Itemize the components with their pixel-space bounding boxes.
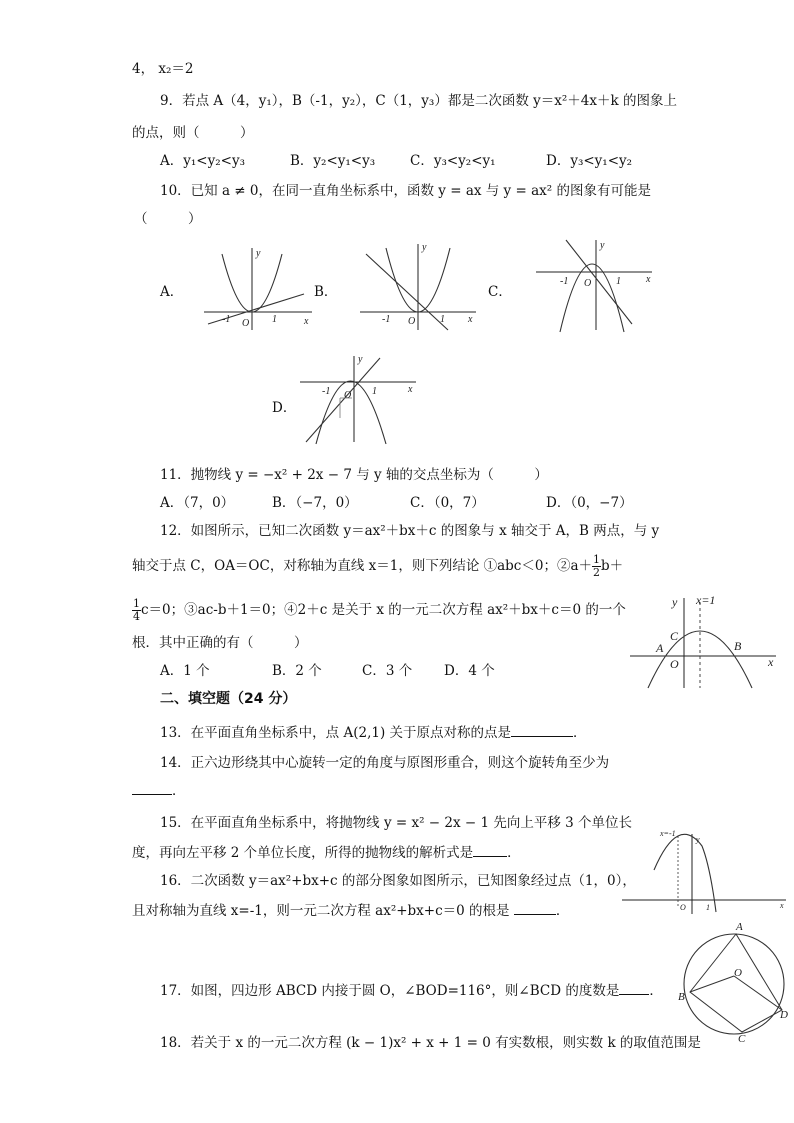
x-axis-label: x	[468, 314, 473, 325]
fraction-quarter: $\frac{1}{4}$	[133, 597, 140, 623]
x-axis-label: x	[408, 384, 413, 395]
y-axis-label: y	[358, 354, 363, 365]
q12-stem: 12．如图所示，已知二次函数 y＝ax²＋bx＋c 的图象与 x 轴交于 A，B 两点，与 y	[160, 523, 660, 539]
q12-stem-line2	[132, 554, 623, 579]
q18-stem: 18．若关于 x 的一元二次方程 (k − 1)x² + x + 1 = 0 有实数根，则实数 k 的取值范围是	[160, 1035, 701, 1051]
period: ．	[649, 983, 663, 999]
origin-label: O	[670, 657, 679, 671]
tick-label: -1	[560, 276, 569, 287]
point-d-label: D	[780, 1009, 788, 1021]
origin-label: O	[584, 278, 592, 289]
x-axis-label: x	[780, 901, 784, 910]
q15-stem: 15．在平面直角坐标系中，将抛物线 y = x² − 2x − 1 先向上平移 3 个单位长	[160, 815, 633, 831]
fraction-half: $\frac{1}{2}$	[593, 553, 601, 579]
q10-graph-a	[200, 244, 316, 334]
point-b-label: B	[678, 991, 685, 1003]
period: ．	[573, 725, 587, 741]
tick-label: -1	[222, 314, 231, 325]
q9-option-a: A．y₁<y₂<y₃	[160, 153, 245, 169]
q12-option-c: C．3 个	[362, 663, 413, 679]
period: ．	[507, 845, 521, 861]
q9-stem: 9．若点 A（4，y₁），B（-1，y₂），C（1，y₃）都是二次函数 y＝x²＋4x＋k 的图象上	[160, 93, 677, 109]
answer-blank[interactable]	[514, 914, 556, 915]
q11-option-d: D．（0，−7）	[546, 495, 633, 511]
q10-stem: 10．已知 a ≠ 0，在同一直角坐标系中，函数 y = ax 与 y = ax² 的图象有可能是	[160, 183, 651, 199]
point-c-label: C	[738, 1033, 746, 1045]
period: ．	[172, 783, 186, 799]
q9-option-b: B．y₂<y₁<y₃	[290, 153, 376, 169]
point-c-label: C	[670, 629, 679, 643]
origin-label: O	[408, 316, 416, 327]
tick-label: 1	[272, 314, 277, 325]
q15-stem-cont	[132, 844, 521, 862]
origin-label: O	[680, 903, 686, 912]
q10-option-d-label: D．	[272, 400, 297, 416]
x-axis-label: x	[646, 274, 651, 285]
tick-label: 1	[706, 903, 710, 912]
symmetry-axis-label: x=-1	[660, 829, 676, 838]
section-2-heading: 二、填空题（24 分）	[160, 691, 297, 707]
q10-graph-c	[532, 236, 656, 334]
point-a-label: A	[736, 921, 743, 933]
q13-text: 13．在平面直角坐标系中，点 A(2,1) 关于原点对称的点是	[160, 725, 512, 741]
q12-stem-line3	[132, 598, 626, 623]
x-axis-label: x	[768, 655, 774, 669]
q10-option-a-label: A．	[160, 284, 184, 300]
q16-stem-cont	[132, 902, 569, 920]
tick-label: -1	[322, 386, 331, 397]
q12-text: 轴交于点 C，OA＝OC，对称轴为直线 x＝1，则下列结论 ①abc＜0；②a＋	[132, 558, 593, 574]
origin-label: O	[344, 390, 352, 401]
y-axis-label: y	[422, 242, 427, 253]
q11-option-c: C．（0，7）	[410, 495, 485, 511]
symmetry-axis-label: x=1	[696, 593, 716, 607]
q14-stem: 14．正六边形绕其中心旋转一定的角度与原图形重合，则这个旋转角至少为	[160, 755, 610, 771]
q12-text: c＝0；③ac-b＋1＝0；④2＋c 是关于 x 的一元二次方程 ax²＋bx＋c＝0 的一个	[141, 602, 626, 618]
q12-parabola-figure	[626, 592, 782, 690]
q12-text-tail: b＋	[601, 558, 624, 574]
q10-option-c-label: C．	[488, 284, 512, 300]
q16-stem: 16．二次函数 y＝ax²+bx+c 的部分图象如图所示，已知图象经过点（1，0），	[160, 873, 636, 889]
tick-label: 1	[440, 314, 445, 325]
q17-circle-figure	[676, 918, 794, 1044]
q14-stem-cont	[132, 782, 186, 800]
q17-stem	[160, 982, 663, 1000]
answer-blank[interactable]	[132, 794, 172, 795]
origin-label: O	[242, 318, 250, 329]
q12-option-d: D．4 个	[444, 663, 495, 679]
y-axis-label: y	[672, 595, 678, 609]
answer-blank[interactable]	[619, 994, 649, 995]
y-axis-label: y	[696, 835, 700, 844]
tick-label: 1	[616, 276, 621, 287]
point-b-label: B	[734, 639, 742, 653]
q12-stem-line4: 根．其中正确的有（ ）	[132, 635, 308, 651]
q12-option-b: B．2 个	[272, 663, 322, 679]
x-axis-label: x	[304, 316, 309, 327]
q8-answer-tail: 4， x₂＝2	[132, 61, 194, 77]
y-axis-label: y	[600, 240, 605, 251]
q10-graph-d	[296, 352, 420, 446]
q15-text: 度，再向左平移 2 个单位长度，所得的抛物线的解析式是	[132, 845, 474, 861]
period: ．	[555, 903, 570, 919]
tick-label: 1	[372, 386, 377, 397]
q9-option-d: D．y₃<y₁<y₂	[546, 153, 633, 169]
q10-stem-cont: （ ）	[134, 211, 202, 227]
answer-blank[interactable]	[511, 736, 573, 737]
q9-stem-cont: 的点，则（ ）	[132, 125, 254, 141]
q10-graph-b	[356, 240, 480, 334]
q13-stem	[160, 724, 587, 742]
q17-text: 17．如图，四边形 ABCD 内接于圆 O，∠BOD=116°，则∠BCD 的度数是	[160, 983, 620, 999]
q16-parabola-figure	[620, 826, 790, 916]
point-a-label: A	[656, 641, 664, 655]
q11-stem: 11．抛物线 y = −x² + 2x − 7 与 y 轴的交点坐标为（ ）	[160, 467, 548, 483]
center-o-label: O	[734, 967, 742, 979]
y-axis-label: y	[256, 248, 261, 259]
q16-text: 且对称轴为直线 x=-1，则一元二次方程 ax²+bx+c＝0 的根是	[132, 903, 510, 919]
q9-option-c: C．y₃<y₂<y₁	[410, 153, 496, 169]
answer-blank[interactable]	[473, 856, 507, 857]
q11-option-a: A．（7，0）	[160, 495, 235, 511]
tick-label: -1	[382, 314, 391, 325]
q11-option-b: B．（−7，0）	[272, 495, 358, 511]
q10-option-b-label: B．	[314, 284, 338, 300]
q12-option-a: A．1 个	[160, 663, 210, 679]
